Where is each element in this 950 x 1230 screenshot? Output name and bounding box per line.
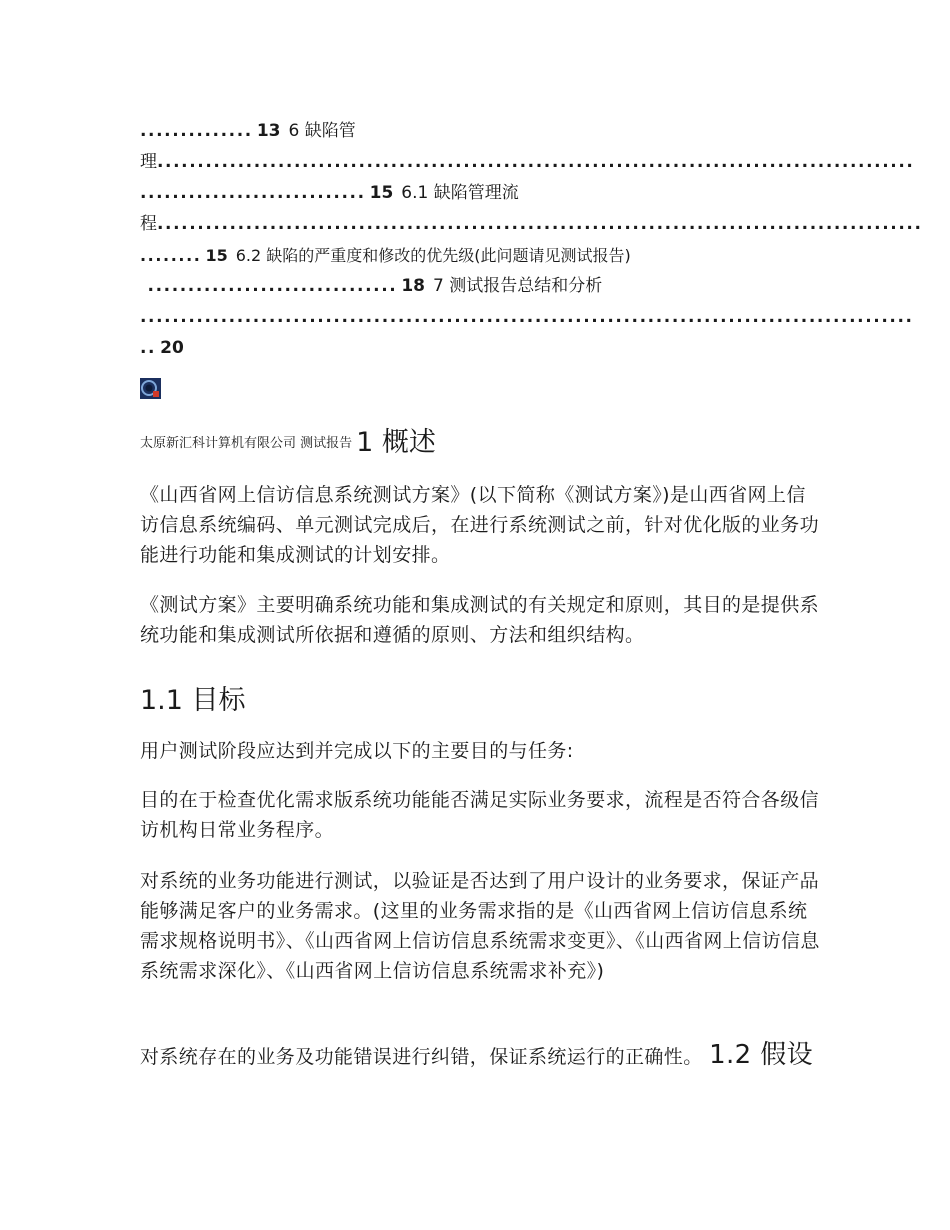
paragraph: 用户测试阶段应达到并完成以下的主要目的与任务: <box>140 740 574 762</box>
paragraph: 对系统的业务功能进行测试，以验证是否达到了用户设计的业务要求，保证产品能够满足客户的业务需求。(这里的业务需求指的是《山西省网上信访信息系统需求规格说明书》、《山西省网上信访信息系统需求变更》、《山西省网上信访信息系统需求深化》、《山西省网上信访信息系统需求补充》) <box>140 870 820 982</box>
paragraph: 《测试方案》主要明确系统功能和集成测试的有关规定和原则，其目的是提供系统功能和集成测试所依据和遵循的原则、方法和组织结构。 <box>140 594 820 646</box>
section-title: 1.1 目标 <box>140 685 246 716</box>
section-title: 1.2 假设 <box>709 1040 814 1070</box>
toc-line: .. 20 <box>140 338 184 358</box>
toc-line: ............................ 15 6.1 缺陷管理流 <box>140 183 519 203</box>
company-logo-icon <box>140 378 161 399</box>
toc-line: 理.............................................................................................. <box>140 152 915 172</box>
paragraph: 目的在于检查优化需求版系统功能能否满足实际业务要求，流程是否符合各级信访机构日常业务程序。 <box>140 789 820 841</box>
toc-line: ........ 15 6.2 缺陷的严重度和修改的优先级(此问题请见测试报告) <box>140 246 631 265</box>
toc-line: ................................................................................................ <box>140 307 914 327</box>
toc-line: .............. 13 6 缺陷管 <box>140 121 356 141</box>
paragraph: 对系统存在的业务及功能错误进行纠错，保证系统运行的正确性。 1.2 假设 <box>140 1040 814 1070</box>
chapter-title: 1 概述 <box>356 427 436 458</box>
company-name: 太原新汇科计算机有限公司 测试报告 <box>140 436 353 451</box>
toc-line: ............................... 18 7 测试报告总结和分析 <box>140 276 603 296</box>
page-header <box>140 420 436 459</box>
toc-line: 程............................................................................................... <box>140 214 923 234</box>
paragraph: 《山西省网上信访信息系统测试方案》(以下简称《测试方案》)是山西省网上信访信息系统编码、单元测试完成后，在进行系统测试之前，针对优化版的业务功能进行功能和集成测试的计划安排。 <box>140 484 820 566</box>
